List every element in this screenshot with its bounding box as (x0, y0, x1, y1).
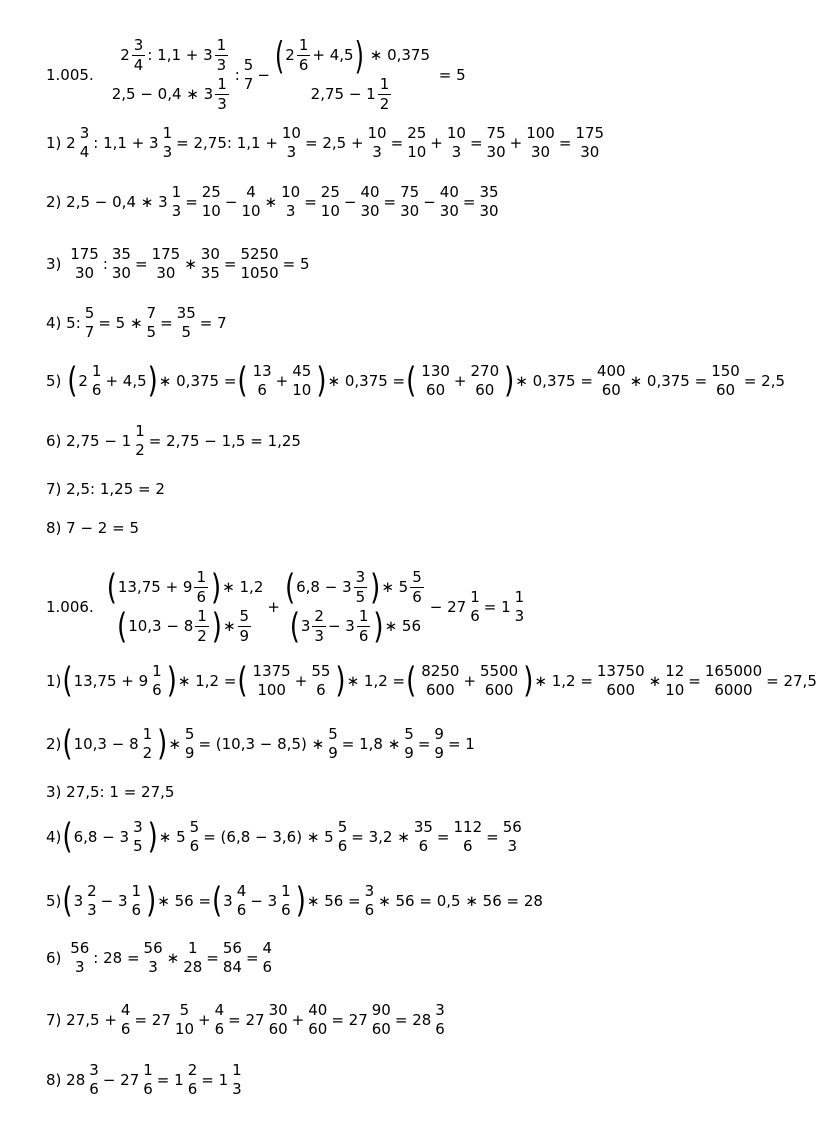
p1005-step-8: 8) 7 − 2 = 5 (46, 519, 140, 537)
p1006-step-3: 3) 27,5: 1 = 27,5 (46, 783, 175, 801)
problem-label: 1.006. (46, 597, 94, 616)
step-label: 1) (46, 133, 62, 152)
p1005-step-5: 5) ( 2 1 6 + 4,5 ) ∗ 0,375 = ( 13 6 + 45 10 ) ∗ 0,375 = ( 130 60 + 270 60 ) ∗ 0,375 = 400 60 ∗ 0,375 = 150 60 = 2,5 (46, 360, 786, 402)
p1006-step-6: 6) 56 3 : 28 = 56 3 ∗ 1 28 = 56 84 = 4 6 (46, 939, 273, 976)
step-label: 2) (46, 734, 62, 753)
second-big-fraction: ( 6,8 − 3 $\frac{3}{5}$ ) ∗ 5 $\frac{5}{6}$ ( 3 $\frac{2}{3}$ − 3 $\frac{1}{6}$ ) ∗ 56 (284, 567, 422, 647)
step-label: 3) (46, 254, 62, 273)
p1006-step-2: 2) ( 10,3 − 8 1 2 ) ∗ 5 9 = (10,3 − 8,5) ∗ 5 9 = 1,8 ∗ 5 9 = 9 9 = 1 (46, 723, 475, 765)
problem-1006-header: 1.006. ( 13,75 + 9 $\frac{1}{6}$ ) ∗ 1,2 ( 10,3 − 8 $\frac{1}{2}$ ) ∗ $\frac{5}{9}$ + ( 6,8 − 3 $\frac{3}{5}$ ) ∗ 5 $\frac{5}{6}$ ( 3 $\frac{2}{3}$ − 3 $\frac{1}{6}$ ) ∗ 56 − 27 1 6 = 1 1 3 (46, 567, 525, 647)
p1005-step-7: 7) 2,5: 1,25 = 2 (46, 480, 165, 498)
main-fraction: 2 $\frac{3}{4}$ : 1,1 + 3 $\frac{1}{3}$ 2,5 − 0,4 ∗ 3 $\frac{1}{3}$ (111, 36, 227, 113)
p1006-step-7: 7) 27,5 + 4 6 = 27 5 10 + 4 6 = 27 30 60 + 40 60 = 27 90 60 = 28 3 6 (46, 1001, 445, 1038)
first-big-fraction: ( 13,75 + 9 $\frac{1}{6}$ ) ∗ 1,2 ( 10,3 − 8 $\frac{1}{2}$ ) ∗ $\frac{5}{9}$ (106, 567, 264, 647)
step-label: 8) (46, 1070, 62, 1089)
problem-1005-header: 1.005. 2 $\frac{3}{4}$ : 1,1 + 3 $\frac{1}{3}$ 2,5 − 0,4 ∗ 3 $\frac{1}{3}$ : 5 7 − ( 2 $\frac{1}{6}$ + 4,5 ) ∗ 0,375 2,75 − 1 $\frac{1}{2}$ = 5 (46, 33, 466, 113)
p1006-step-5: 5) ( 3 2 3 − 3 1 6 ) ∗ 56 = ( 3 4 6 − 3 1 6 ) ∗ 56 = 3 6 ∗ 56 = 0,5 ∗ 56 = 28 (46, 880, 543, 922)
p1005-step-6: 6) 2,75 − 1 1 2 = 2,75 − 1,5 = 1,25 (46, 422, 301, 459)
step-label: 5) (46, 891, 62, 910)
p1005-step-1: 1) 2 3 4 : 1,1 + 3 1 3 = 2,75: 1,1 + 10 3 = 2,5 + 10 3 = 25 10 + 10 3 = 75 30 + 100 30 = 175 30 (46, 124, 605, 161)
step-label: 1) (46, 671, 62, 690)
step-label: 4) (46, 313, 62, 332)
header-result: = 5 (438, 65, 466, 84)
step-label: 6) (46, 431, 62, 450)
second-fraction: ( 2 $\frac{1}{6}$ + 4,5 ) ∗ 0,375 2,75 − 1 $\frac{1}{2}$ (274, 33, 431, 113)
p1006-step-4: 4) ( 6,8 − 3 3 5 ) ∗ 5 5 6 = (6,8 − 3,6) ∗ 5 5 6 = 3,2 ∗ 35 6 = 112 6 = 56 3 (46, 816, 522, 858)
step-label: 4) (46, 827, 62, 846)
p1006-step-8: 8) 28 3 6 − 27 1 6 = 1 2 6 = 1 1 3 (46, 1061, 242, 1098)
step-label: 5) (46, 371, 62, 390)
step-label: 7) (46, 1010, 62, 1029)
problem-label: 1.005. (46, 65, 94, 84)
p1005-step-4: 4) 5: 5 7 = 5 ∗ 7 5 = 35 5 = 7 (46, 304, 227, 341)
step-label: 6) (46, 948, 62, 967)
p1006-step-1: 1) ( 13,75 + 9 1 6 ) ∗ 1,2 = ( 1375 100 + 55 6 ) ∗ 1,2 = ( 8250 600 + 5500 600 ) ∗ 1,2 = 13750 600 ∗ 12 10 = 165000 6000 = 27,5 (46, 660, 817, 702)
step-label: 2) (46, 192, 62, 211)
p1005-step-3: 3) 175 30 : 35 30 = 175 30 ∗ 30 35 = 5250 1050 = 5 (46, 245, 310, 282)
p1005-step-2: 2) 2,5 − 0,4 ∗ 3 1 3 = 25 10 − 4 10 ∗ 10 3 = 25 10 − 40 30 = 75 30 − 40 30 = 35 30 (46, 183, 499, 220)
